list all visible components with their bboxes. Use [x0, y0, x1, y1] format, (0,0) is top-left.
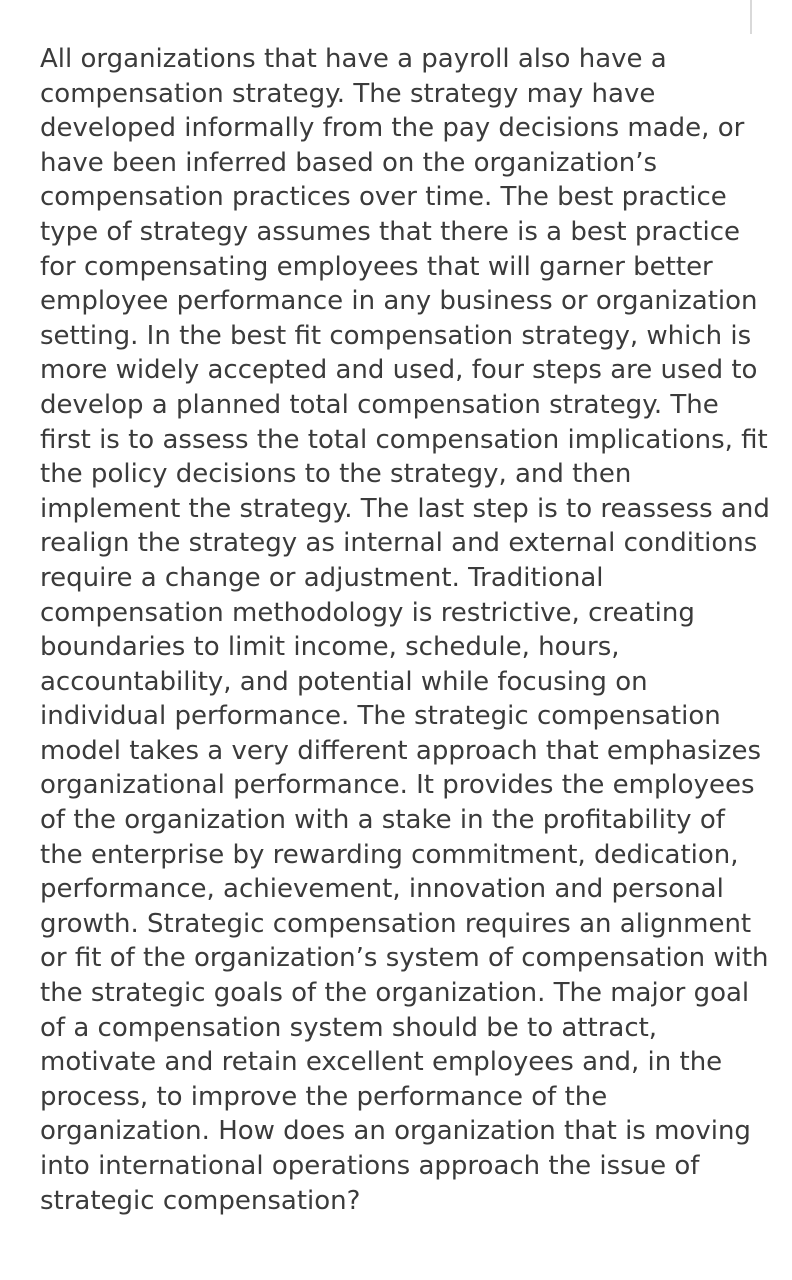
text-line: for compensating employees that will garner better	[40, 251, 713, 282]
text-line: into international operations approach the issue of	[40, 1151, 700, 1181]
text-line: compensation methodology is restrictive, creating	[40, 597, 695, 628]
text-line: setting. In the best fit compensation strategy, which is	[40, 320, 752, 351]
text-line: boundaries to limit income, schedule, hours,	[40, 632, 620, 663]
text-line: more widely accepted and used, four steps are used to	[40, 355, 758, 386]
text-line: implement the strategy. The last step is to reassess and	[40, 493, 770, 524]
text-line: accountability, and potential while focusing on	[40, 666, 648, 697]
text-line: develop a planned total compensation strategy. The	[40, 389, 719, 420]
text-line: strategic compensation?	[40, 1185, 361, 1216]
text-line: process, to improve the performance of the	[40, 1081, 608, 1112]
text-line: first is to assess the total compensation implications, fit	[40, 424, 768, 455]
text-line: developed informally from the pay decisions made, or	[40, 113, 745, 144]
text-line: type of strategy assumes that there is a best practice	[40, 216, 740, 247]
text-line: compensation strategy. The strategy may have	[40, 78, 656, 109]
scroll-indicator	[750, 0, 752, 34]
text-line: organizational performance. It provides the employees	[40, 770, 755, 801]
text-line: performance, achievement, innovation and personal	[40, 874, 724, 905]
text-line: compensation practices over time. The best practice	[40, 182, 727, 213]
text-line: employee performance in any business or organization	[40, 286, 758, 317]
text-line: the enterprise by rewarding commitment, dedication,	[40, 839, 739, 870]
question-text	[40, 42, 770, 1218]
text-line: growth. Strategic compensation requires an alignment	[40, 908, 752, 939]
text-line: of the organization with a stake in the profitability of	[40, 805, 725, 836]
text-line: motivate and retain excellent employees and, in the	[40, 1047, 723, 1078]
text-line: model takes a very different approach that emphasizes	[40, 735, 762, 766]
text-line: the policy decisions to the strategy, and then	[40, 459, 632, 490]
text-line: realign the strategy as internal and external conditions	[40, 528, 758, 559]
text-line: have been inferred based on the organization’s	[40, 147, 658, 178]
text-line: require a change or adjustment. Traditional	[40, 562, 604, 593]
text-line: individual performance. The strategic compensation	[40, 701, 721, 732]
text-line: of a compensation system should be to attract,	[40, 1012, 658, 1043]
text-line: organization. How does an organization that is moving	[40, 1116, 751, 1147]
text-line: All organizations that have a payroll also have a	[40, 44, 667, 74]
text-line: or fit of the organization’s system of compensation with	[40, 943, 769, 974]
text-line: the strategic goals of the organization. The major goal	[40, 978, 750, 1009]
